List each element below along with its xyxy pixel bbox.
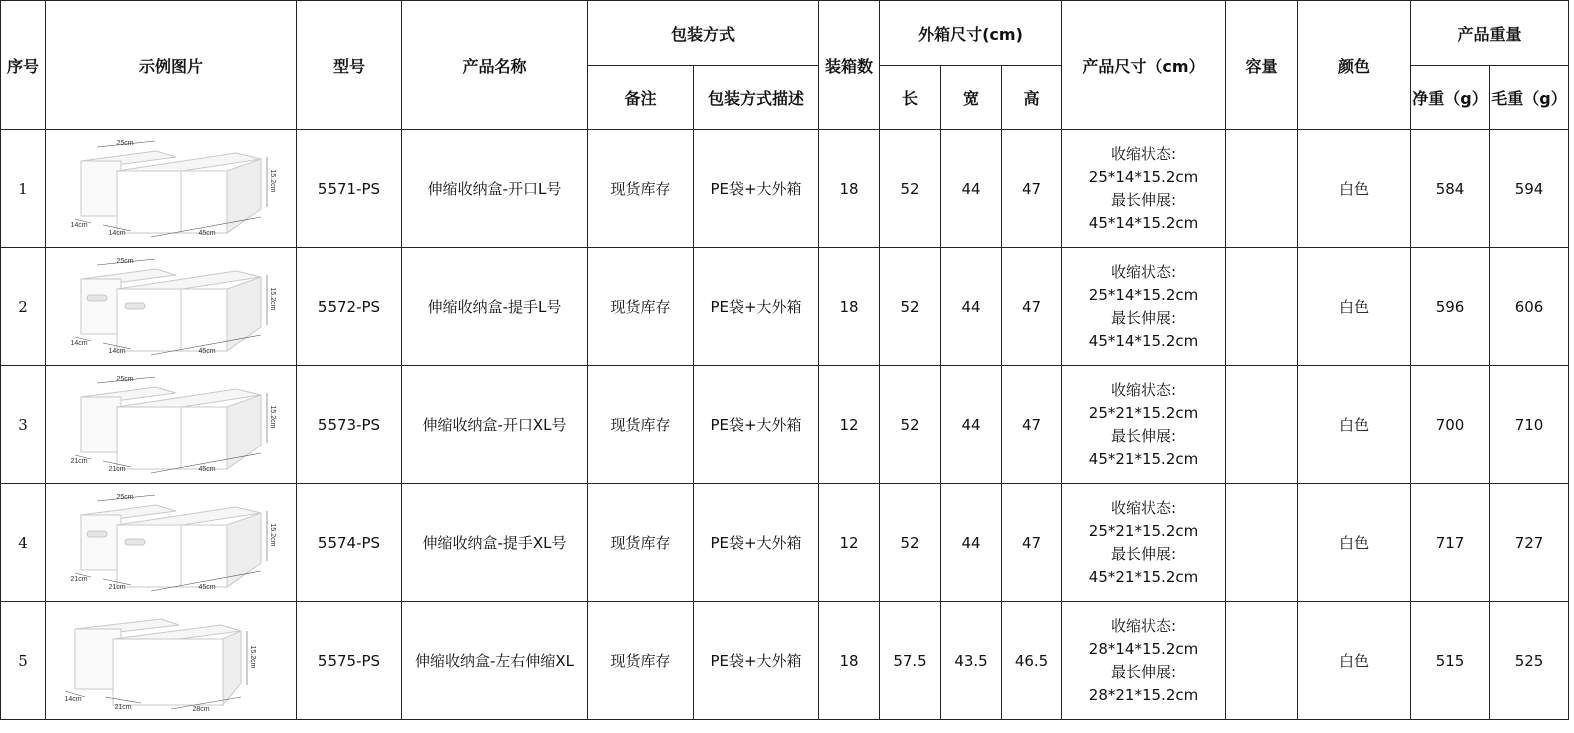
- cell-packing-desc: PE袋+大外箱: [694, 130, 819, 248]
- storage-box-image: [61, 255, 281, 359]
- dim-label-depth-b: 14cm: [108, 347, 126, 355]
- size-line: 45*14*15.2cm: [1088, 213, 1199, 232]
- dim-label-length: 45cm: [198, 583, 216, 591]
- cell-capacity: [1226, 130, 1298, 248]
- header-remark: 备注: [588, 66, 694, 130]
- header-height: 高: [1002, 66, 1062, 130]
- cell-name: 伸缩收纳盒-左右伸缩XL: [402, 602, 588, 720]
- header-seq: 序号: [1, 1, 46, 130]
- cell-carton-length: 52: [880, 130, 941, 248]
- storage-box-image: [61, 491, 281, 595]
- cell-color: 白色: [1298, 602, 1411, 720]
- cell-net-weight: 717: [1411, 484, 1490, 602]
- size-line: 45*21*15.2cm: [1088, 567, 1199, 586]
- size-line: 收缩状态:: [1110, 498, 1177, 517]
- dim-label-top: 25cm: [116, 493, 134, 501]
- header-carton-size: 外箱尺寸(cm): [880, 1, 1062, 66]
- cell-packing-desc: PE袋+大外箱: [694, 366, 819, 484]
- storage-box-image: [61, 373, 281, 477]
- cell-carton-height: 47: [1002, 248, 1062, 366]
- cell-color: 白色: [1298, 130, 1411, 248]
- cell-case-qty: 18: [819, 248, 880, 366]
- table-row: [1, 366, 1569, 484]
- header-case-qty: 装箱数: [819, 1, 880, 130]
- size-line: 最长伸展:: [1110, 190, 1177, 209]
- cell-seq: 3: [1, 366, 46, 484]
- cell-net-weight: 584: [1411, 130, 1490, 248]
- header-packing-desc: 包装方式描述: [694, 66, 819, 130]
- cell-case-qty: 18: [819, 602, 880, 720]
- cell-packing-desc: PE袋+大外箱: [694, 248, 819, 366]
- size-line: 45*21*15.2cm: [1088, 449, 1199, 468]
- cell-packing-desc: PE袋+大外箱: [694, 484, 819, 602]
- cell-seq: 1: [1, 130, 46, 248]
- size-line: 收缩状态:: [1110, 262, 1177, 281]
- cell-capacity: [1226, 602, 1298, 720]
- dim-label-height: 15.2cm: [269, 405, 276, 428]
- header-weight: 产品重量: [1411, 1, 1569, 66]
- cell-product-size: [1062, 484, 1226, 602]
- dim-label-depth-a: 21cm: [70, 575, 88, 583]
- cell-remark: 现货库存: [588, 484, 694, 602]
- storage-box-image: [61, 137, 281, 241]
- dim-label-top: 25cm: [116, 139, 134, 147]
- size-line: 最长伸展:: [1110, 426, 1177, 445]
- dim-label-length: 45cm: [198, 229, 216, 237]
- cell-color: 白色: [1298, 484, 1411, 602]
- cell-net-weight: 700: [1411, 366, 1490, 484]
- cell-name: 伸缩收纳盒-提手XL号: [402, 484, 588, 602]
- cell-color: 白色: [1298, 248, 1411, 366]
- size-line: 最长伸展:: [1110, 308, 1177, 327]
- cell-case-qty: 12: [819, 484, 880, 602]
- size-line: 收缩状态:: [1110, 144, 1177, 163]
- cell-carton-length: 57.5: [880, 602, 941, 720]
- cell-seq: 5: [1, 602, 46, 720]
- cell-case-qty: 18: [819, 130, 880, 248]
- size-line: 25*14*15.2cm: [1088, 285, 1199, 304]
- dim-label-height: 15.2cm: [269, 169, 276, 192]
- cell-gross-weight: 710: [1490, 366, 1569, 484]
- dim-label-top: 25cm: [116, 375, 134, 383]
- size-line: 最长伸展:: [1110, 662, 1177, 681]
- cell-carton-height: 46.5: [1002, 602, 1062, 720]
- size-line: 25*21*15.2cm: [1088, 521, 1199, 540]
- table-row: [1, 602, 1569, 720]
- dim-label-top: 25cm: [116, 257, 134, 265]
- size-line: 28*21*15.2cm: [1088, 685, 1199, 704]
- cell-carton-height: 47: [1002, 484, 1062, 602]
- cell-net-weight: 515: [1411, 602, 1490, 720]
- cell-carton-width: 44: [941, 248, 1002, 366]
- cell-carton-length: 52: [880, 248, 941, 366]
- cell-gross-weight: 594: [1490, 130, 1569, 248]
- cell-gross-weight: 525: [1490, 602, 1569, 720]
- cell-product-size: [1062, 602, 1226, 720]
- dim-label-depth-a: 14cm: [64, 695, 82, 703]
- cell-name: 伸缩收纳盒-开口L号: [402, 130, 588, 248]
- storage-box-image: [61, 609, 281, 713]
- cell-carton-height: 47: [1002, 130, 1062, 248]
- size-line: 25*21*15.2cm: [1088, 403, 1199, 422]
- size-line: 45*14*15.2cm: [1088, 331, 1199, 350]
- dim-label-depth-b: 21cm: [114, 703, 132, 711]
- cell-image: [46, 366, 297, 484]
- table-row: [1, 248, 1569, 366]
- dim-label-depth-b: 21cm: [108, 583, 126, 591]
- cell-capacity: [1226, 248, 1298, 366]
- dim-label-length: 45cm: [198, 465, 216, 473]
- header-net-weight: 净重（g）: [1411, 66, 1490, 130]
- cell-gross-weight: 606: [1490, 248, 1569, 366]
- cell-carton-length: 52: [880, 484, 941, 602]
- header-capacity: 容量: [1226, 1, 1298, 130]
- cell-carton-width: 43.5: [941, 602, 1002, 720]
- size-line: 收缩状态:: [1110, 616, 1177, 635]
- dim-label-depth-a: 14cm: [70, 339, 88, 347]
- cell-model: 5572-PS: [297, 248, 402, 366]
- cell-remark: 现货库存: [588, 602, 694, 720]
- header-image: 示例图片: [46, 1, 297, 130]
- cell-carton-width: 44: [941, 366, 1002, 484]
- dim-label-height: 15.2cm: [269, 287, 276, 310]
- dim-label-depth-a: 14cm: [70, 221, 88, 229]
- cell-product-size: [1062, 248, 1226, 366]
- cell-seq: 2: [1, 248, 46, 366]
- cell-net-weight: 596: [1411, 248, 1490, 366]
- cell-seq: 4: [1, 484, 46, 602]
- dim-label-length: 28cm: [192, 705, 210, 713]
- dim-label-length: 45cm: [198, 347, 216, 355]
- cell-carton-width: 44: [941, 130, 1002, 248]
- cell-model: 5573-PS: [297, 366, 402, 484]
- cell-image: [46, 484, 297, 602]
- cell-product-size: [1062, 130, 1226, 248]
- header-gross-weight: 毛重（g）: [1490, 66, 1569, 130]
- cell-packing-desc: PE袋+大外箱: [694, 602, 819, 720]
- dim-label-depth-b: 14cm: [108, 229, 126, 237]
- table-row: [1, 130, 1569, 248]
- cell-name: 伸缩收纳盒-提手L号: [402, 248, 588, 366]
- dim-label-depth-b: 21cm: [108, 465, 126, 473]
- size-line: 25*14*15.2cm: [1088, 167, 1199, 186]
- cell-name: 伸缩收纳盒-开口XL号: [402, 366, 588, 484]
- table-row: [1, 484, 1569, 602]
- size-line: 28*14*15.2cm: [1088, 639, 1199, 658]
- header-model: 型号: [297, 1, 402, 130]
- header-packing: 包装方式: [588, 1, 819, 66]
- cell-carton-width: 44: [941, 484, 1002, 602]
- cell-image: [46, 602, 297, 720]
- cell-gross-weight: 727: [1490, 484, 1569, 602]
- dim-label-depth-a: 21cm: [70, 457, 88, 465]
- cell-remark: 现货库存: [588, 248, 694, 366]
- cell-image: [46, 248, 297, 366]
- size-line: 最长伸展:: [1110, 544, 1177, 563]
- dim-label-height: 15.2cm: [269, 523, 276, 546]
- header-length: 长: [880, 66, 941, 130]
- header-width: 宽: [941, 66, 1002, 130]
- cell-model: 5575-PS: [297, 602, 402, 720]
- cell-model: 5574-PS: [297, 484, 402, 602]
- cell-model: 5571-PS: [297, 130, 402, 248]
- size-line: 收缩状态:: [1110, 380, 1177, 399]
- cell-carton-height: 47: [1002, 366, 1062, 484]
- cell-case-qty: 12: [819, 366, 880, 484]
- cell-product-size: [1062, 366, 1226, 484]
- cell-carton-length: 52: [880, 366, 941, 484]
- cell-capacity: [1226, 366, 1298, 484]
- cell-capacity: [1226, 484, 1298, 602]
- header-name: 产品名称: [402, 1, 588, 130]
- cell-remark: 现货库存: [588, 366, 694, 484]
- cell-color: 白色: [1298, 366, 1411, 484]
- header-product-size: 产品尺寸（cm）: [1062, 1, 1226, 130]
- header-color: 颜色: [1298, 1, 1411, 130]
- dim-label-height: 15.2cm: [249, 645, 256, 668]
- cell-remark: 现货库存: [588, 130, 694, 248]
- cell-image: [46, 130, 297, 248]
